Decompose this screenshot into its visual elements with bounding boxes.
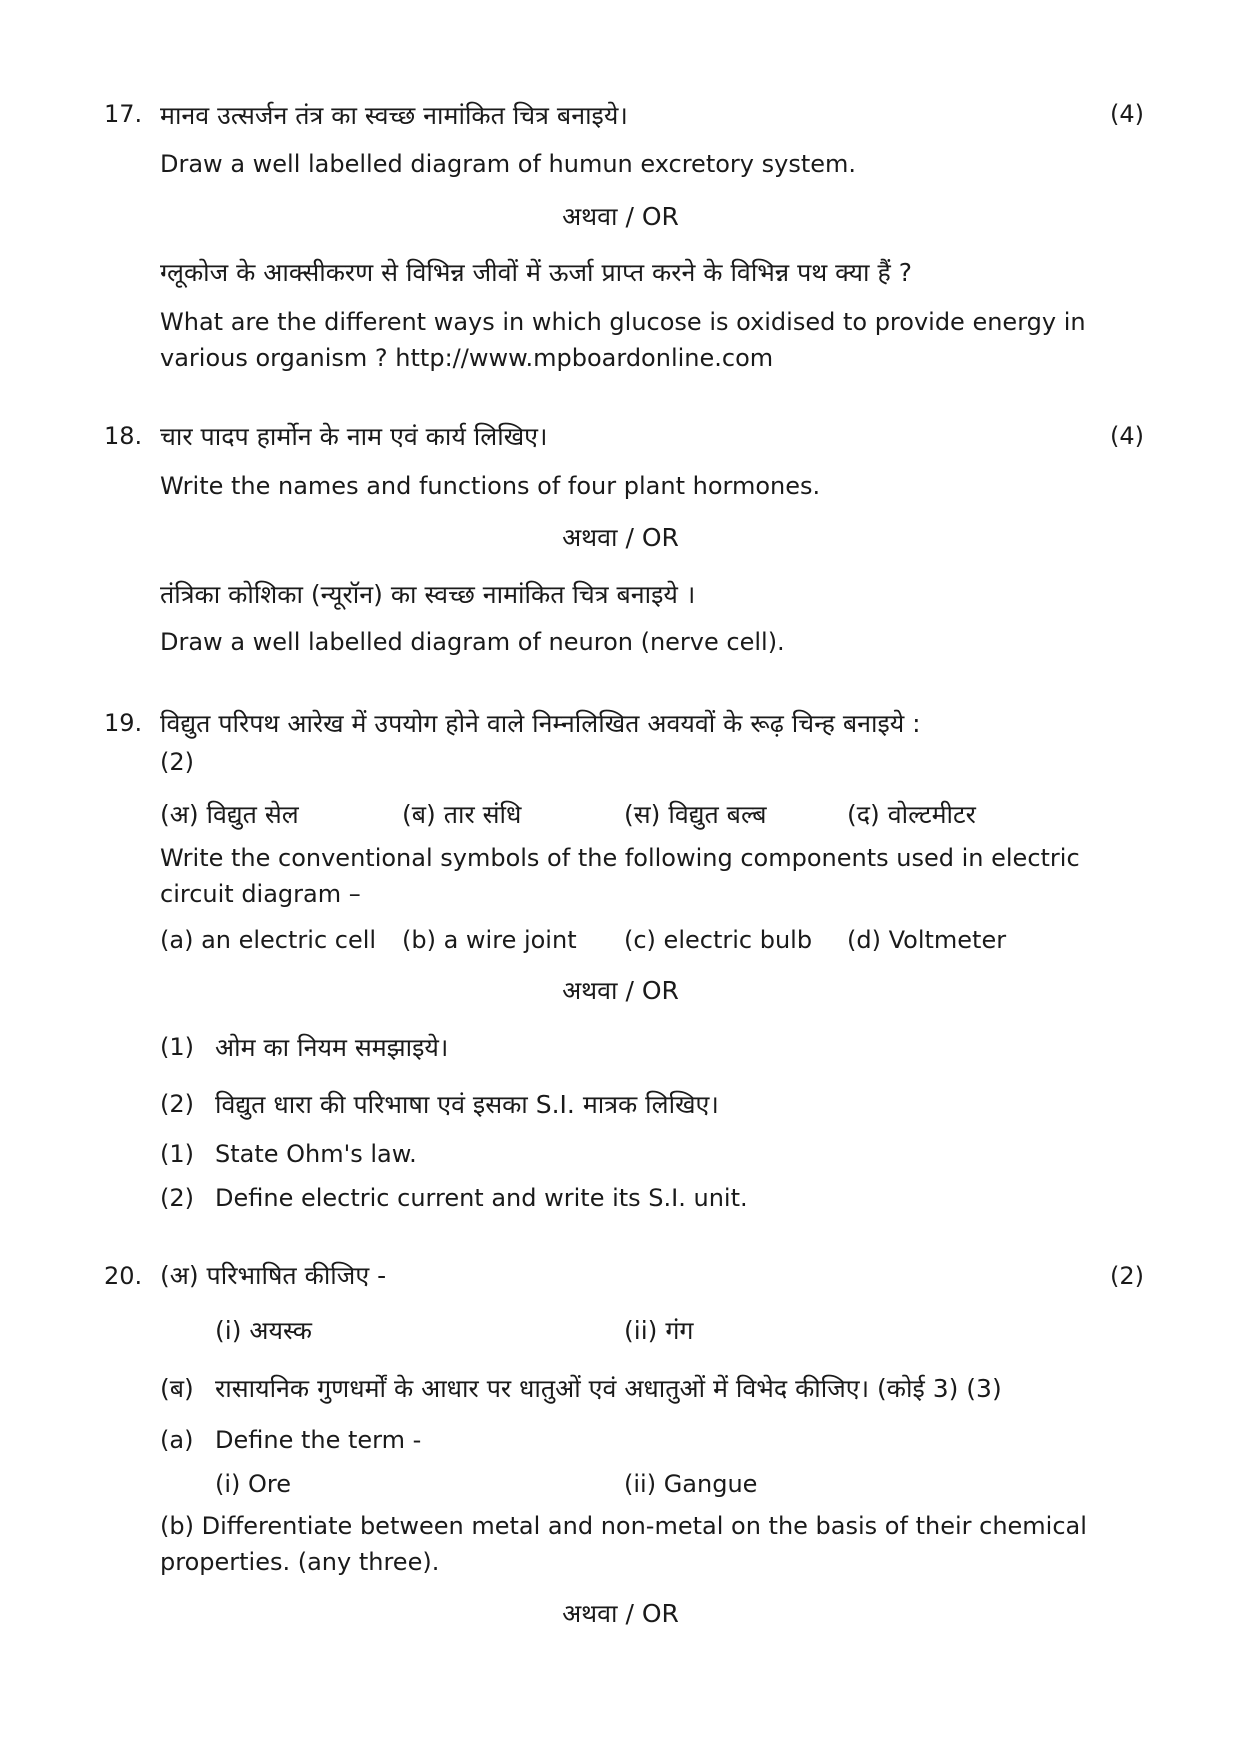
q20-english-term: (ii) Gangue xyxy=(624,1470,758,1498)
q20-hindi-term: (i) अयस्क xyxy=(215,1316,312,1345)
q17-or-divider: अथवा / OR xyxy=(562,202,679,231)
q20-part-b-hindi: रासायनिक गुणधर्मों के आधार पर धातुओं एवं अधातुओं में विभेद कीजिए। (कोई 3) (3) xyxy=(215,1374,1002,1403)
q19-english-option: (a) an electric cell xyxy=(160,926,377,954)
q20-part-b-english: (b) Differentiate between metal and non-metal on the basis of their chemical properties. (any three). xyxy=(160,1512,1087,1576)
q19-alt-english-item: Define electric current and write its S.I. unit. xyxy=(215,1184,748,1212)
q18-alt-hindi-text: तंत्रिका कोशिका (न्यूरॉन) का स्वच्छ नामांकित चित्र बनाइये । xyxy=(160,580,696,609)
q18-hindi-text: चार पादप हार्मोन के नाम एवं कार्य लिखिए। xyxy=(160,422,548,451)
q20-marks: (2) xyxy=(1110,1262,1144,1290)
q19-alt-hindi-item: विद्युत धारा की परिभाषा एवं इसका S.I. मात्रक लिखिए। xyxy=(215,1090,719,1119)
q19-alt-hindi-num: (2) xyxy=(160,1090,194,1118)
q19-english-option: (b) a wire joint xyxy=(402,926,577,954)
q19-hindi-option: (अ) विद्युत सेल xyxy=(160,800,299,829)
q19-alt-english-item: State Ohm's law. xyxy=(215,1140,417,1168)
q20-or-divider: अथवा / OR xyxy=(562,1599,679,1628)
q20-part-a-hindi: (अ) परिभाषित कीजिए - xyxy=(160,1261,387,1290)
q19-english-option: (d) Voltmeter xyxy=(847,926,1007,954)
q19-marks: (2) xyxy=(160,748,194,776)
q19-alt-english-num: (1) xyxy=(160,1140,194,1168)
q19-hindi-option: (स) विद्युत बल्ब xyxy=(624,800,767,829)
q18-alt-english-text: Draw a well labelled diagram of neuron (nerve cell). xyxy=(160,628,785,656)
q19-hindi-option: (ब) तार संधि xyxy=(402,800,522,829)
q17-english-text: Draw a well labelled diagram of humun excretory system. xyxy=(160,150,856,178)
q18-number: 18. xyxy=(104,422,143,450)
q17-alt-hindi-text: ग्लूकोज के आक्सीकरण से विभिन्न जीवों में ऊर्जा प्राप्त करने के विभिन्न पथ क्या हैं ? xyxy=(160,258,912,287)
q20-hindi-term: (ii) गंग xyxy=(624,1316,694,1345)
q17-hindi-text: मानव उत्सर्जन तंत्र का स्वच्छ नामांकित चित्र बनाइये। xyxy=(160,101,628,130)
q17-alt-english-text: What are the different ways in which glucose is oxidised to provide energy in various organism ? http://www.mpboardonline.com xyxy=(160,308,1086,372)
q19-alt-hindi-num: (1) xyxy=(160,1033,194,1061)
q17-marks: (4) xyxy=(1110,100,1144,128)
q19-hindi-option: (द) वोल्टमीटर xyxy=(847,800,976,829)
q19-english-option: (c) electric bulb xyxy=(624,926,813,954)
q20-part-b-hindi-label: (ब) xyxy=(160,1374,194,1403)
q19-number: 19. xyxy=(104,709,143,737)
q18-marks: (4) xyxy=(1110,422,1144,450)
q17-number: 17. xyxy=(104,100,143,128)
q20-english-term: (i) Ore xyxy=(215,1470,292,1498)
q20-part-a-english: Define the term - xyxy=(215,1426,422,1454)
q20-part-a-english-label: (a) xyxy=(160,1426,194,1454)
q19-hindi-text: विद्युत परिपथ आरेख में उपयोग होने वाले निम्नलिखित अवयवों के रूढ़ चिन्ह बनाइये : xyxy=(160,709,921,738)
q19-english-text: Write the conventional symbols of the following components used in electric circuit diagram – xyxy=(160,844,1080,908)
q19-or-divider: अथवा / OR xyxy=(562,976,679,1005)
q19-alt-english-num: (2) xyxy=(160,1184,194,1212)
q18-or-divider: अथवा / OR xyxy=(562,523,679,552)
q18-english-text: Write the names and functions of four plant hormones. xyxy=(160,472,821,500)
q19-alt-hindi-item: ओम का नियम समझाइये। xyxy=(215,1033,449,1062)
q20-number: 20. xyxy=(104,1262,143,1290)
